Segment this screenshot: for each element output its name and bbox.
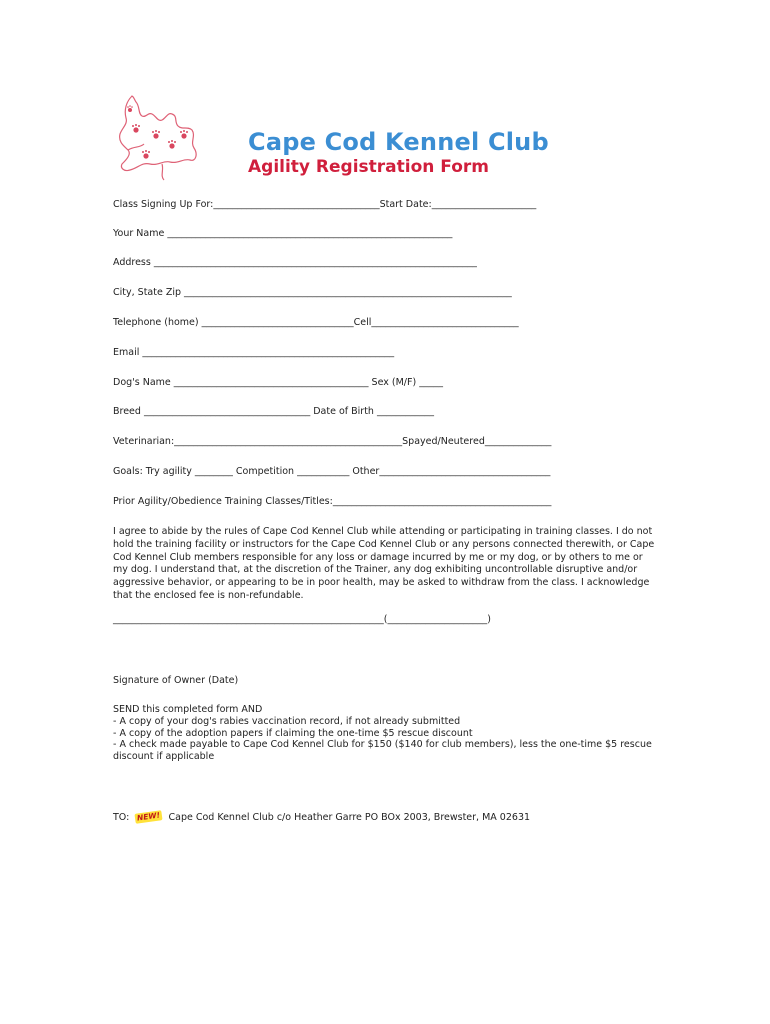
new-badge-icon: NEW! [135, 810, 163, 824]
prior-training-field[interactable]: Prior Agility/Obedience Training Classes/Titles:______________________________________________ [113, 496, 552, 507]
to-label: TO: [113, 812, 130, 823]
veterinarian-field[interactable]: Veterinarian:________________________________________________Spayed/Neutered______________ [113, 436, 552, 447]
agreement-paragraph [113, 526, 658, 603]
send-line: SEND this completed form AND [113, 704, 263, 715]
agreement-line: hold the training facility or instructors for the Cape Cod Kennel Club or any persons connected therewith, or Cape [113, 538, 655, 550]
goals-field[interactable]: Goals: Try agility ________ Competition ___________ Other____________________________________ [113, 466, 551, 477]
address-field[interactable]: Address ____________________________________________________________________ [113, 257, 477, 268]
send-line: discount if applicable [113, 751, 215, 763]
form-subtitle: Agility Registration Form [248, 157, 490, 177]
your-name-field[interactable]: Your Name ____________________________________________________________ [113, 228, 453, 239]
breed-field[interactable]: Breed ___________________________________ Date of Birth ____________ [113, 406, 434, 417]
address-text: Cape Cod Kennel Club c/o Heather Garre PO BOx 2003, Brewster, MA 02631 [168, 812, 531, 823]
dog-name-field[interactable]: Dog's Name _________________________________________ Sex (M/F) _____ [113, 377, 443, 388]
club-title: Cape Cod Kennel Club [248, 128, 549, 156]
send-line: - A copy of your dog's rabies vaccination record, if not already submitted [113, 715, 461, 727]
cape-cod-logo [112, 90, 202, 190]
agreement-line: that the enclosed fee is non-refundable. [113, 589, 304, 601]
send-line: - A check made payable to Cape Cod Kennel Club for $150 ($140 for club members), less the one-time $5 rescue [113, 739, 652, 751]
send-instructions [113, 704, 658, 763]
telephone-field[interactable]: Telephone (home) ________________________________Cell_______________________________ [113, 317, 519, 328]
signature-line[interactable]: _________________________________________________________(_____________________) [113, 614, 491, 625]
signature-label: Signature of Owner (Date) [113, 675, 239, 686]
agreement-line: I agree to abide by the rules of Cape Cod Kennel Club while attending or participating in training classes. I do not [113, 526, 653, 537]
send-line: - A copy of the adoption papers if claiming the one-time $5 rescue discount [113, 727, 473, 739]
email-field[interactable]: Email _____________________________________________________ [113, 347, 395, 358]
mailing-address [113, 812, 530, 824]
class-signup-field[interactable]: Class Signing Up For:___________________________________Start Date:______________________ [113, 199, 537, 210]
agreement-line: aggressive behavior, or appearing to be in poor health, may be asked to withdraw from the class. I acknowledge [113, 577, 650, 589]
agreement-line: my dog. I understand that, at the discretion of the Trainer, any dog exhibiting uncontrollable disruptive and/or [113, 564, 638, 576]
city-state-zip-field[interactable]: City, State Zip _____________________________________________________________________ [113, 287, 512, 298]
agreement-line: Cod Kennel Club members responsible for any loss or damage incurred by me or my dog, or by others to me or [113, 551, 643, 563]
